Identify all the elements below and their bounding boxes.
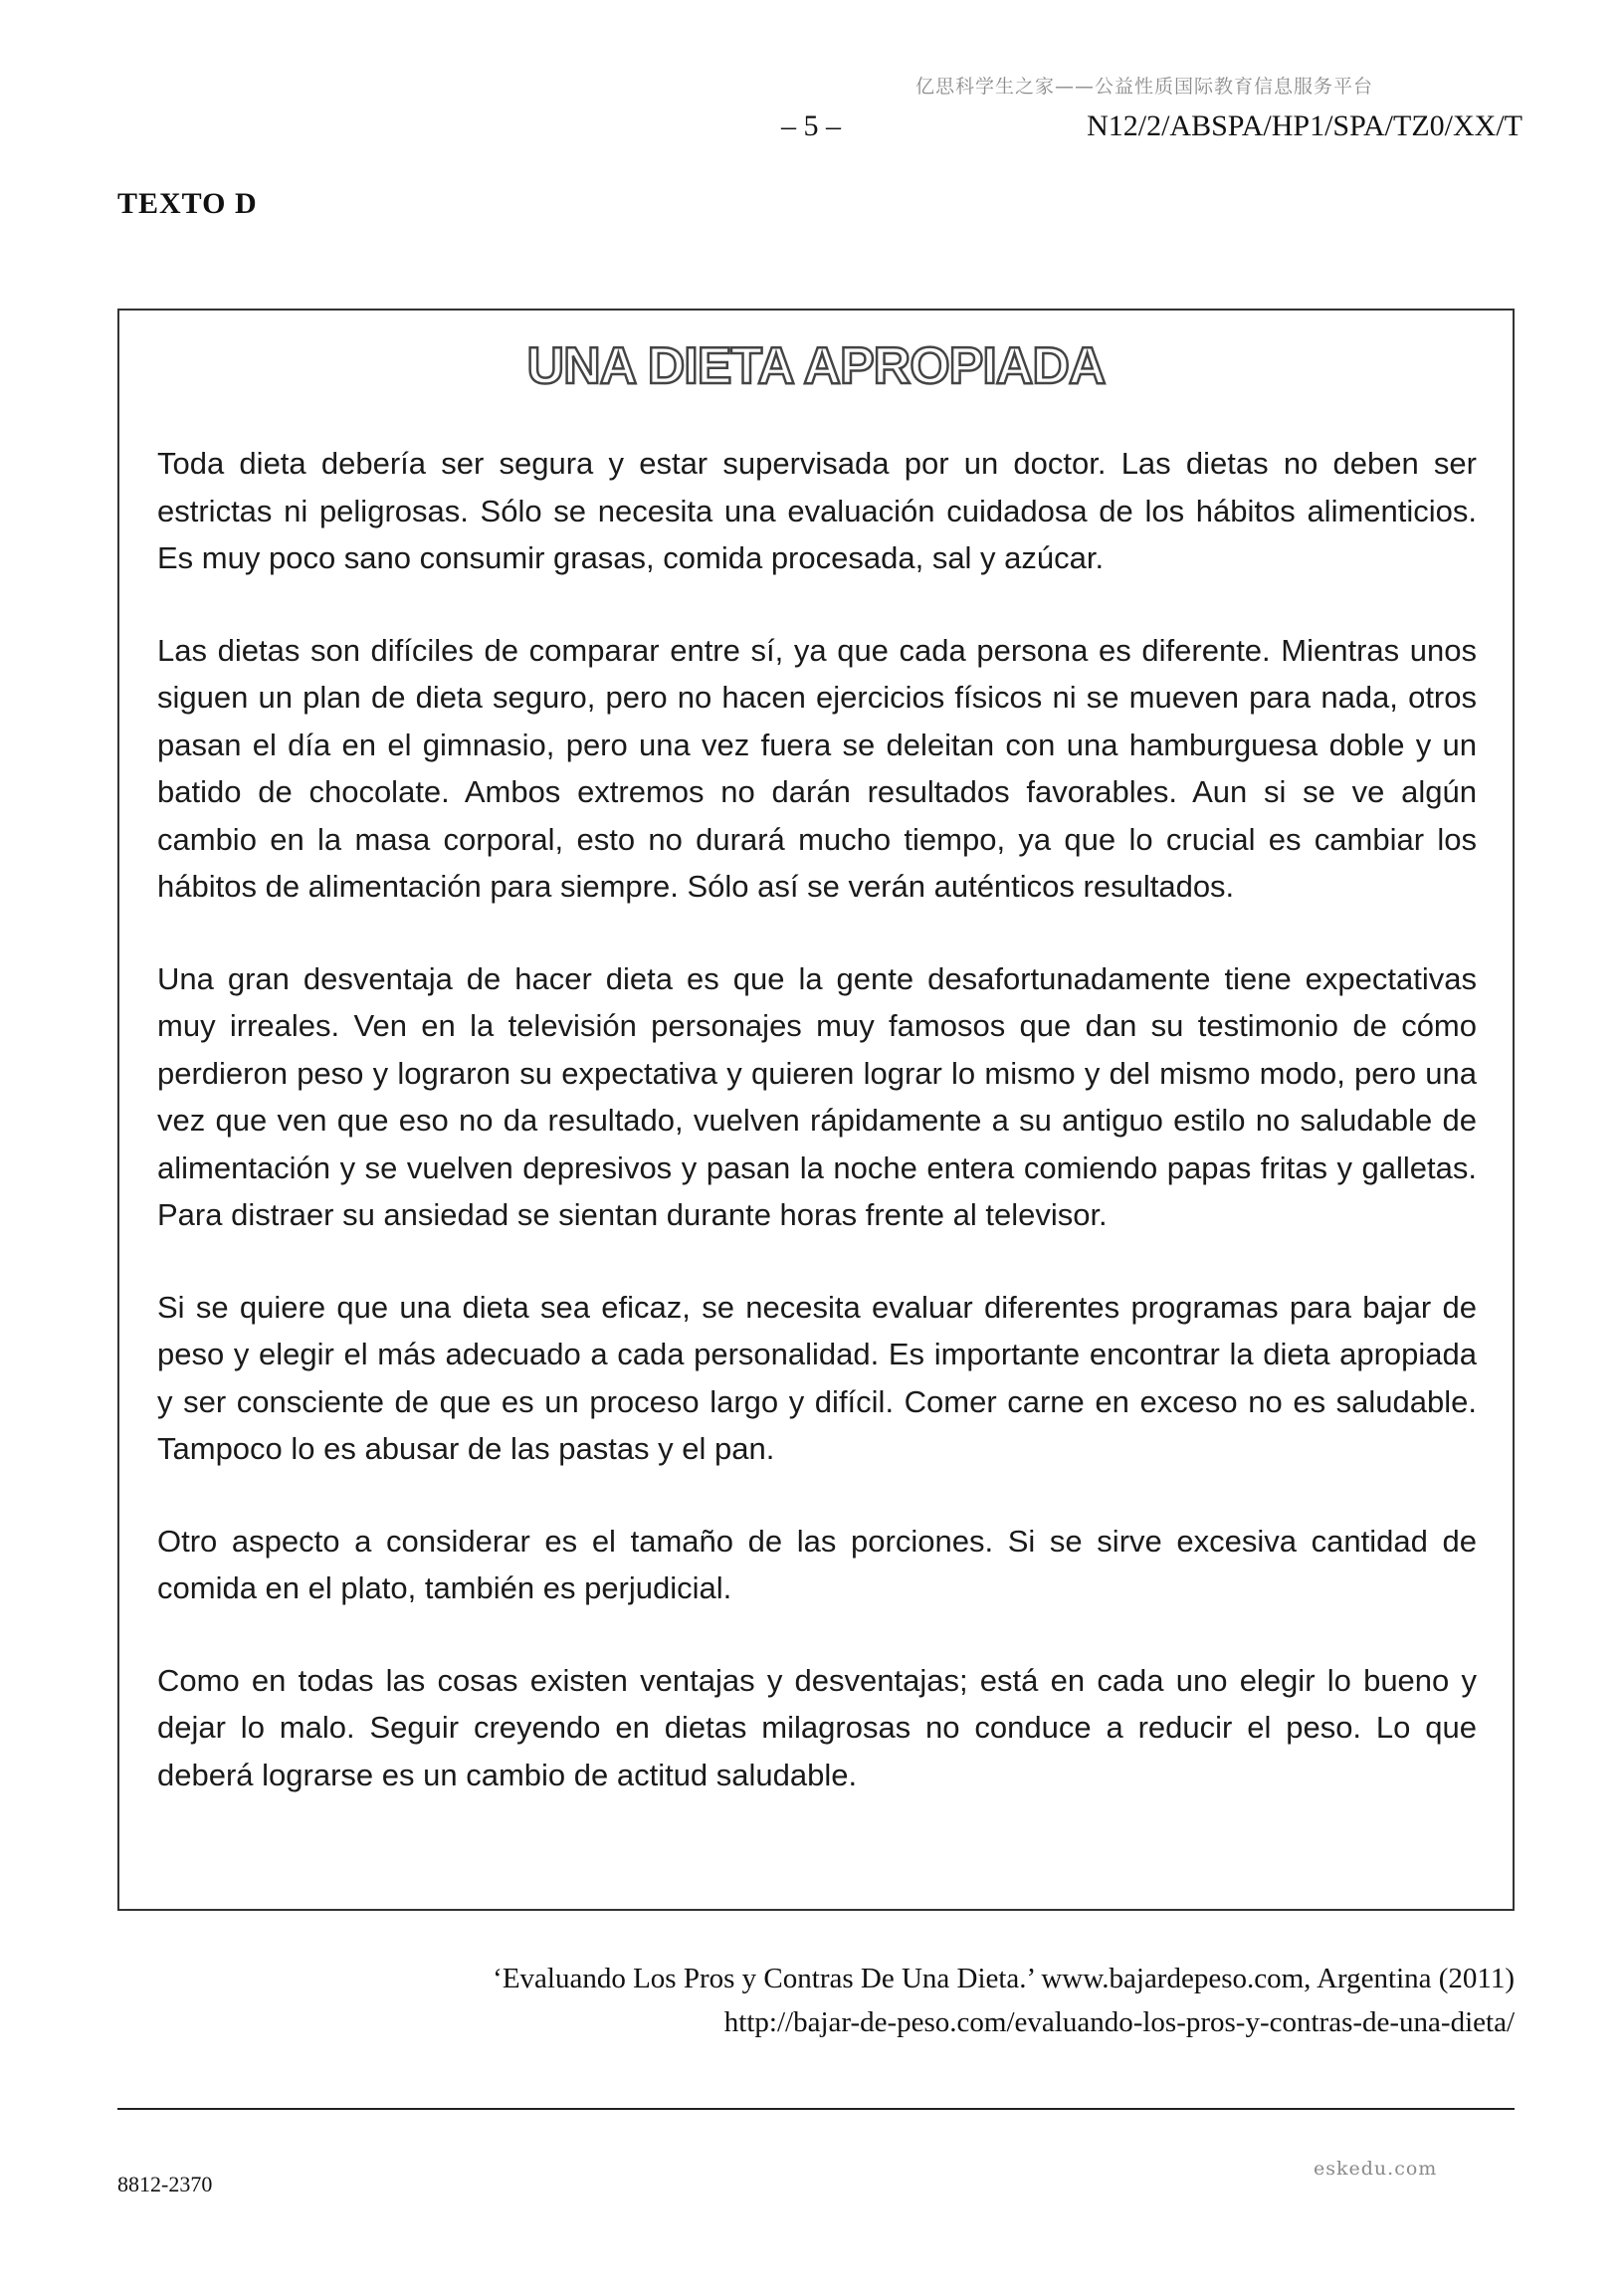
source-citation-block <box>117 1957 1515 2044</box>
source-url: http://bajar-de-peso.com/evaluando-los-pros-y-contras-de-una-dieta/ <box>723 2006 1515 2038</box>
footer-divider <box>117 2108 1515 2110</box>
page-number: – 5 – <box>781 109 841 142</box>
article-paragraph: Una gran desventaja de hacer dieta es que la gente desafortunadamente tiene expectativas muy irreales. Ven en la televisión personajes muy famosos que dan su testimonio de cómo perdieron peso y lograron su expectativa y quieren lograr lo mismo y del mismo modo, pero una vez que ven que eso no da resultado, vuelven rápidamente a su antiguo estilo no saludable de alimentación y se vuelven depresivos y pasan la noche entera comiendo papas fritas y galletas. Para distraer su ansiedad se sientan durante horas frente al televisor. <box>157 960 1477 1232</box>
footer-watermark: eskedu.com <box>1314 2158 1438 2180</box>
article-box <box>117 309 1515 1911</box>
source-citation: ‘Evaluando Los Pros y Contras De Una Dieta.’ www.bajardepeso.com, Argentina (2011) <box>493 1963 1515 1994</box>
article-paragraph: Como en todas las cosas existen ventajas y desventajas; está en cada uno elegir lo bueno y dejar lo malo. Seguir creyendo en dietas milagrosas no conduce a reducir el peso. Lo que deberá lograrse es un cambio de actitud saludable. <box>157 1662 1477 1792</box>
article-paragraph: Otro aspecto a considerar es el tamaño de las porciones. Si se sirve excesiva cantidad de comida en el plato, también es perjudicial. <box>157 1523 1477 1605</box>
article-title: UNA DIETA APROPIADA <box>526 337 1106 395</box>
article-paragraph: Toda dieta debería ser segura y estar supervisada por un doctor. Las dietas no deben ser estrictas ni peligrosas. Sólo se necesita una evaluación cuidadosa de los hábitos alimenticios. Es muy poco sano consumir grasas, comida procesada, sal y azúcar. <box>157 446 1477 575</box>
document-code: 8812-2370 <box>117 2172 213 2196</box>
article-paragraph: Si se quiere que una dieta sea eficaz, se necesita evaluar diferentes programas para bajar de peso y elegir el más adecuado a cada personalidad. Es importante encontrar la dieta apropiada y ser consciente de que es un proceso largo y difícil. Comer carne en exceso no es saludable. Tampoco lo es abusar de las pastas y el pan. <box>157 1289 1477 1466</box>
paper-code: N12/2/ABSPA/HP1/SPA/TZ0/XX/T <box>1087 109 1522 142</box>
article-paragraph: Las dietas son difíciles de comparar entre sí, ya que cada persona es diferente. Mientras unos siguen un plan de dieta seguro, pero no hacen ejercicios físicos ni se mueven para nada, otros pasan el día en el gimnasio, pero una vez fuera se deleitan con una hamburguesa doble y un batido de chocolate. Ambos extremos no darán resultados favorables. Aun si se ve algún cambio en la masa corporal, esto no durará mucho tiempo, ya que lo crucial es cambiar los hábitos de alimentación para siempre. Sólo así se verán auténticos resultados. <box>157 632 1477 904</box>
header-watermark: 亿思科学生之家——公益性质国际教育信息服务平台 <box>915 76 1374 98</box>
section-title: TEXTO D <box>117 187 258 220</box>
article-body <box>157 440 1477 1843</box>
